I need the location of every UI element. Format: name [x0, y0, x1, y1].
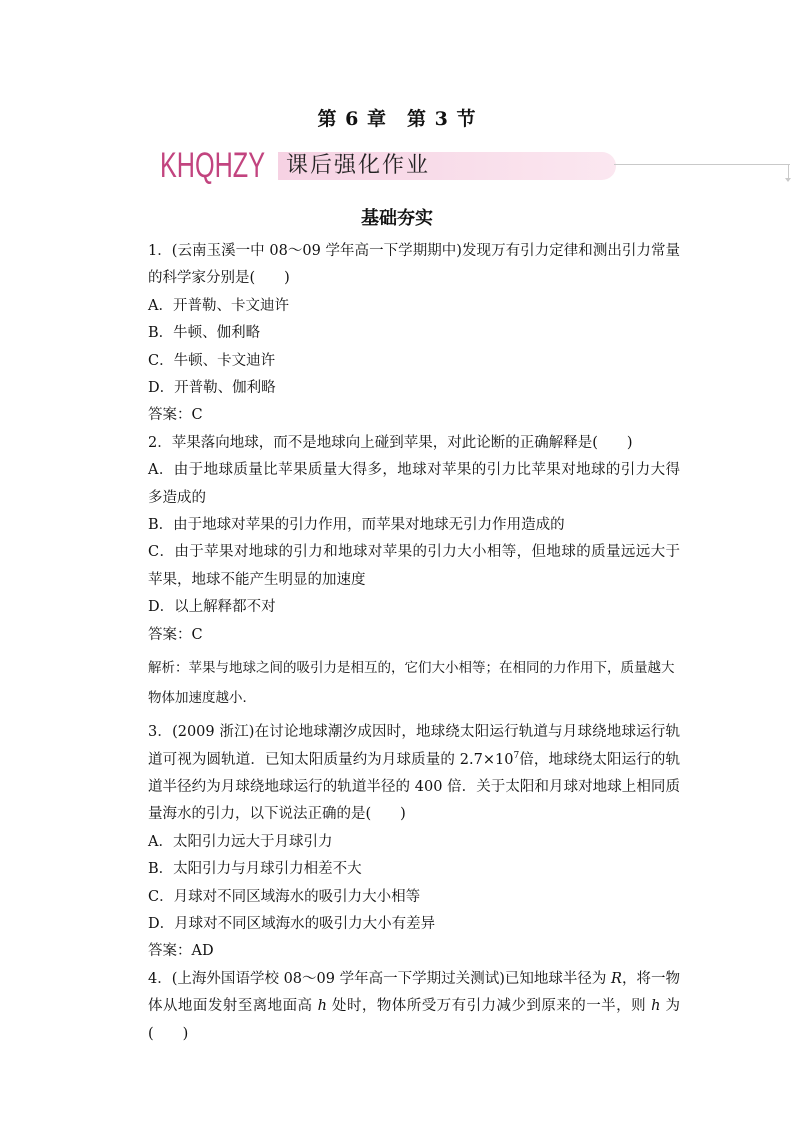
question-1-option-a: A．开普勒、卡文迪许: [148, 297, 289, 314]
question-4-stem-part-d: 为( ): [148, 998, 681, 1042]
question-3-option-b: B．太阳引力与月球引力相差不大: [148, 861, 362, 878]
question-3-option-a: A．太阳引力远大于月球引力: [148, 833, 333, 850]
question-2-option-b: B．由于地球对苹果的引力作用，而苹果对地球无引力作用造成的: [148, 517, 565, 534]
homework-banner: [158, 146, 638, 188]
question-4-variable-h-2: h: [651, 998, 661, 1015]
question-3-exponent: 7: [513, 750, 520, 761]
question-3-answer: 答案：AD: [148, 943, 214, 960]
question-2-analysis: 解析：苹果与地球之间的吸引力是相互的，它们大小相等；在相同的力作用下，质量越大物体加速度越小．: [148, 660, 675, 707]
question-4-stem-part-b: ，将一物体从地面发射至离地面高: [148, 970, 681, 1015]
banner-divider: [614, 164, 790, 165]
question-3-stem-part-b: 倍，地球绕太阳运行的轨道半径约为月球绕地球运行的轨道半径的 400 倍．关于太阳和月球对地球上相同质量海水的引力，以下说法正确的是( ): [148, 751, 680, 823]
question-1-option-c: C．牛顿、卡文迪许: [148, 352, 276, 369]
question-1-answer: 答案：C: [148, 407, 203, 424]
banner-logo: KHQHZY: [160, 146, 266, 185]
question-4-variable-r: R: [611, 970, 622, 987]
question-2-option-a: A．由于地球质量比苹果质量大得多，地球对苹果的引力比苹果对地球的引力大得多造成的: [148, 462, 680, 506]
question-3-stem: [120, 719, 680, 829]
question-1-stem: 1．(云南玉溪一中 08～09 学年高一下学期期中)发现万有引力定律和测出引力常量的科学家分别是( ): [148, 243, 680, 287]
question-list: [120, 238, 680, 1048]
banner-arrow-icon: [785, 178, 791, 182]
question-3-stem-part-a: 3．(2009 浙江)在讨论地球潮汐成因时，地球绕太阳运行轨道与月球绕地球运行轨道可视为圆轨道．已知太阳质量约为月球质量的 2.7×10: [148, 724, 680, 768]
question-4-stem-part-a: 4．(上海外国语学校 08～09 学年高一下学期过关测试)已知地球半径为: [148, 970, 612, 987]
section-title: 基础夯实: [361, 208, 433, 229]
question-4-stem: [120, 966, 680, 1048]
question-2-answer: 答案：C: [148, 626, 203, 643]
question-3-option-d: D．月球对不同区域海水的吸引力大小有差异: [148, 915, 436, 932]
question-3-option-c: C．月球对不同区域海水的吸引力大小相等: [148, 888, 421, 905]
question-2-option-d: D．以上解释都不对: [148, 599, 276, 616]
question-1-option-d: D．开普勒、伽利略: [148, 380, 276, 397]
question-2-stem: 2．苹果落向地球，而不是地球向上碰到苹果，对此论断的正确解释是( ): [148, 434, 633, 451]
question-4-variable-h: h: [317, 998, 327, 1015]
chapter-title: 第 6 章 第 3 节: [317, 108, 477, 130]
question-2-option-c: C．由于苹果对地球的引力和地球对苹果的引力大小相等，但地球的质量远远大于苹果，地球不能产生明显的加速度: [148, 544, 680, 588]
banner-text: 课后强化作业: [286, 153, 431, 178]
question-4-stem-part-c: 处时，物体所受万有引力减少到原来的一半，则: [326, 998, 652, 1015]
question-1-option-b: B．牛顿、伽利略: [148, 325, 261, 342]
